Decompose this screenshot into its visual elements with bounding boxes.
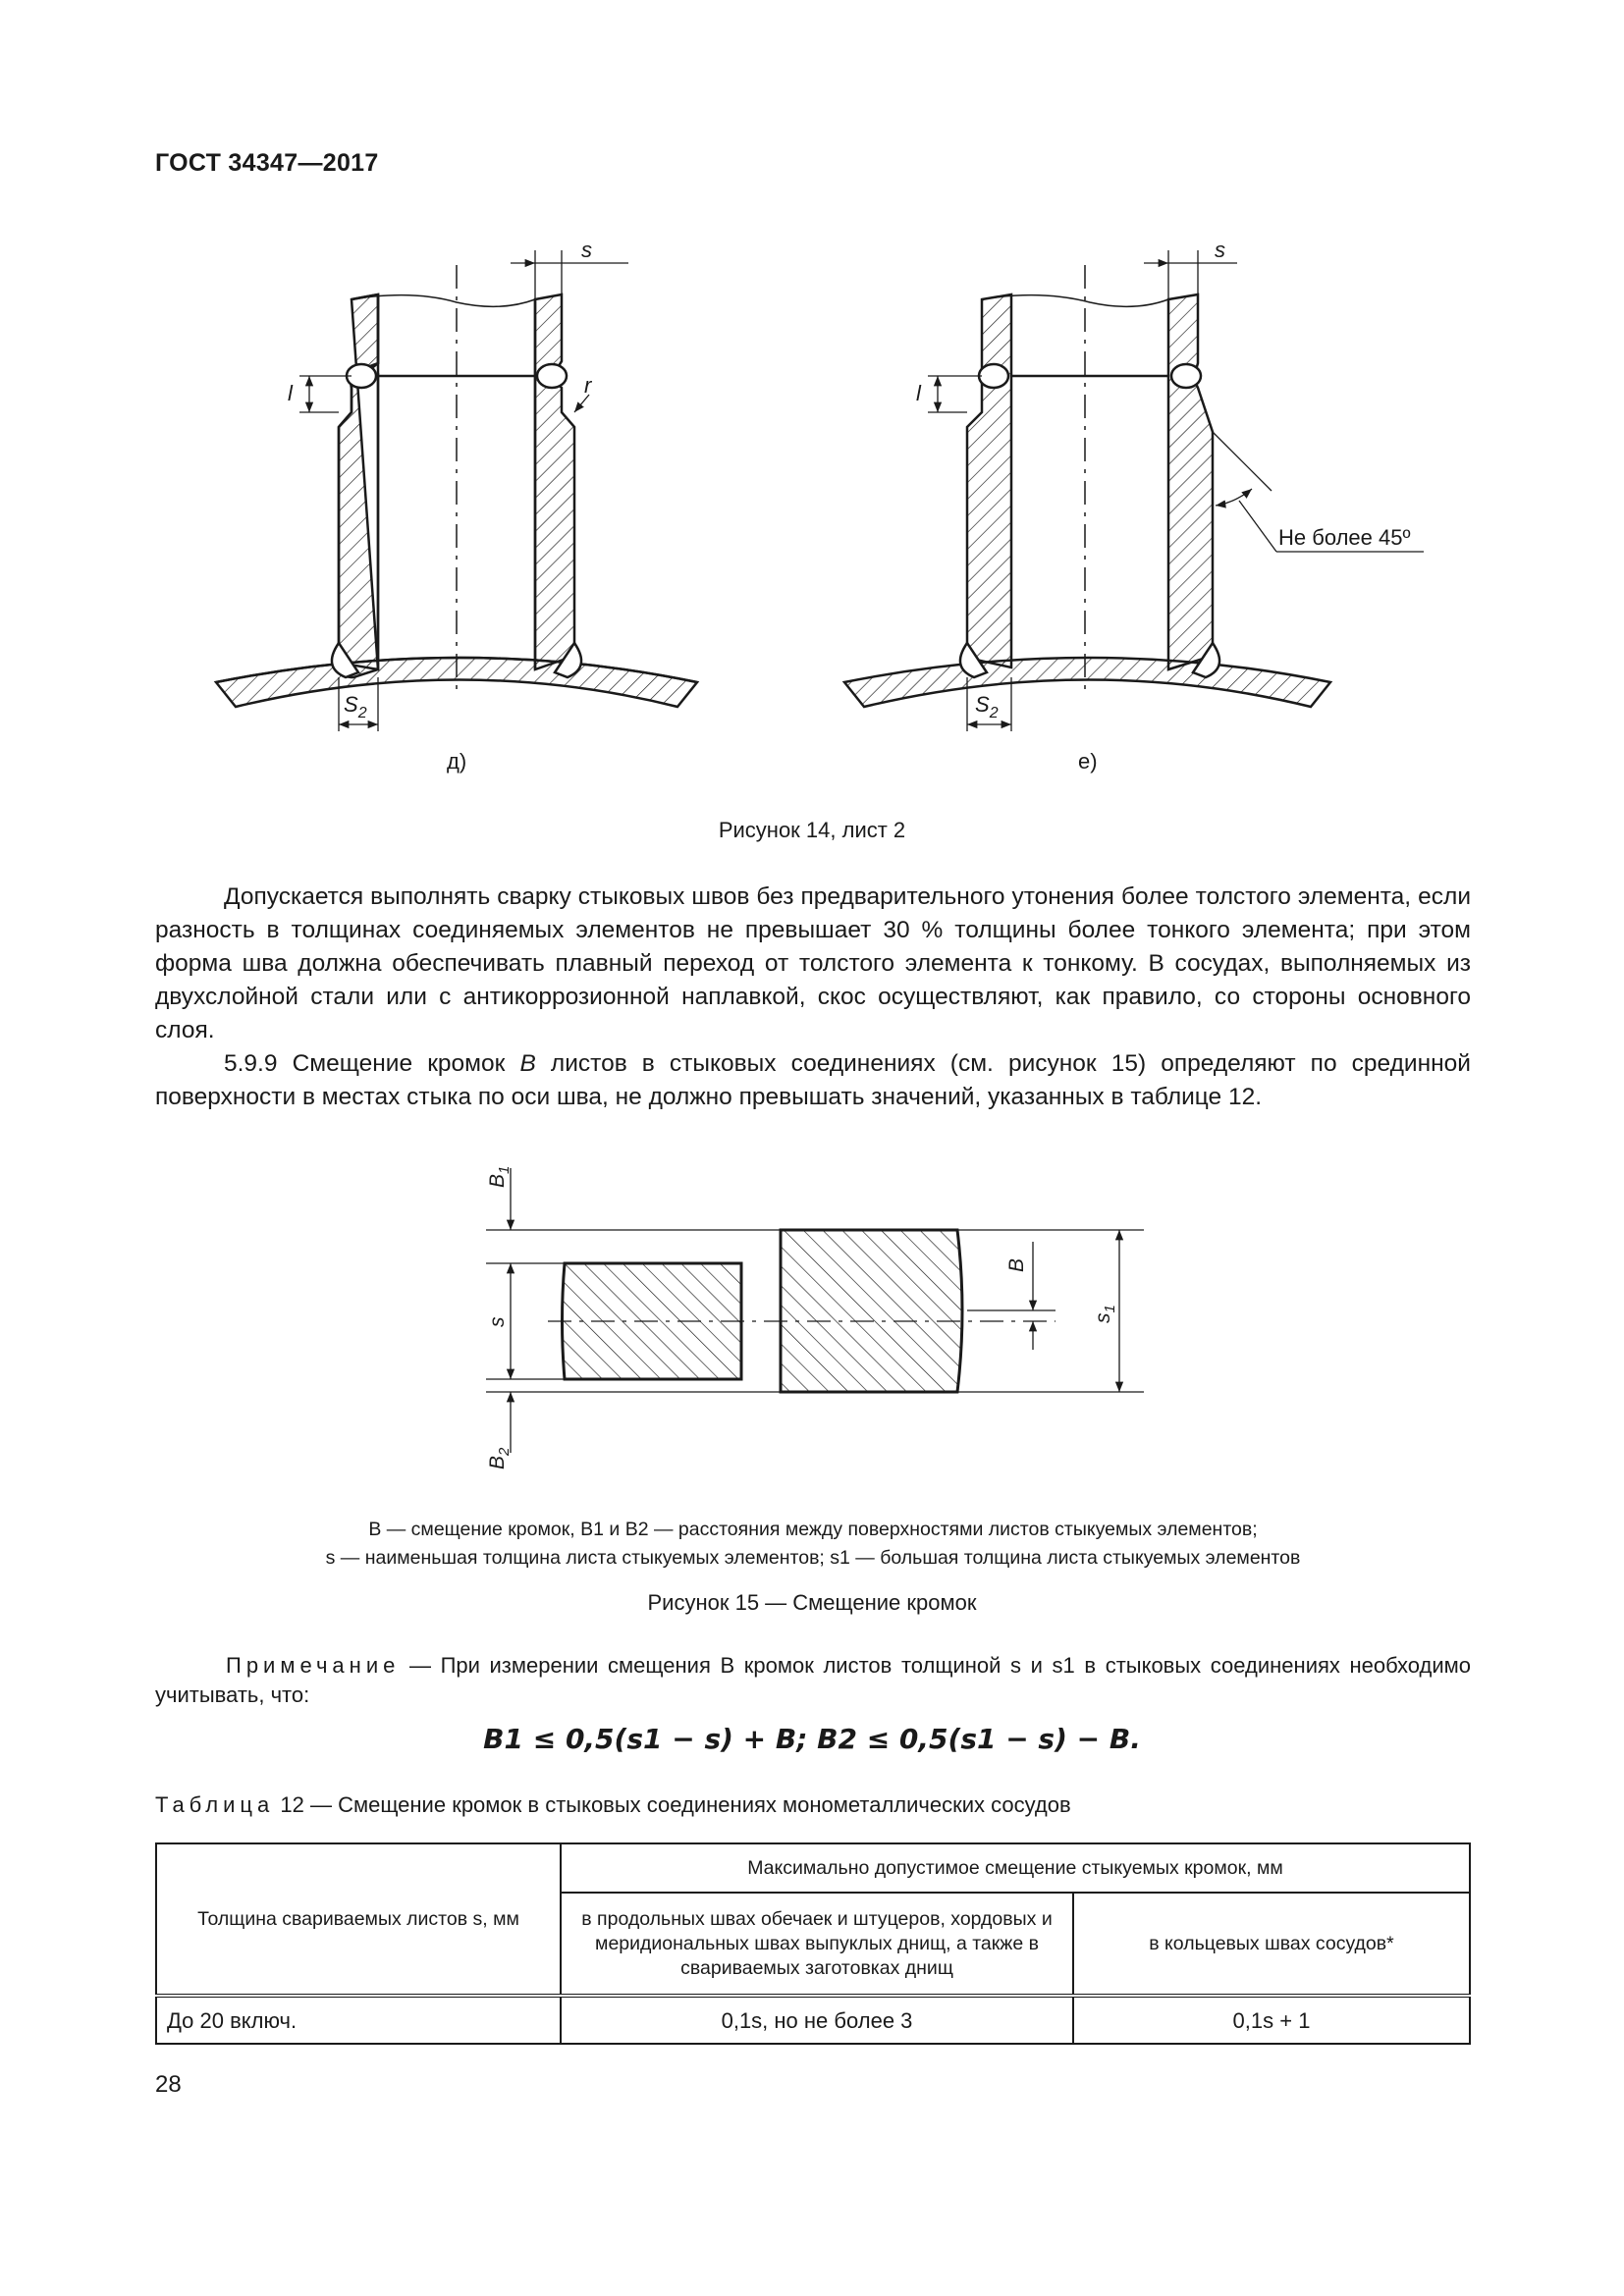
figure-14-caption: Рисунок 14, лист 2 [718,818,906,842]
paragraph-1: Допускается выполнять сварку стыковых швов без предварительного утонения более толстого элемента, если разность в толщинах соединяемых элементов не превышает 30 % толщины более тонкого элемента; при этом форма шва должна обеспечивать плавный переход от толстого элемента к тонкому. В сосудах, выполняемых из двухслойной стали или с антикоррозионной наплавкой, скос осуществляют, как правило, со стороны основного слоя. [155,883,1471,1043]
label-s1: $s_1$ [1092,1305,1118,1323]
label-B: B [1005,1257,1028,1272]
dim-l-label-d: l [288,381,293,405]
dim-s-label-e: s [1215,238,1225,262]
figure-14-drawing [196,226,1434,775]
cell-long: 0,1s, но не более 3 [561,1996,1073,2044]
figure-15-legend [155,1516,1471,1573]
dim-l-label-e: l [916,381,921,405]
col-thickness-header: Толщина свариваемых листов s, мм [156,1843,561,1996]
paragraph-2: 5.9.9 Смещение кромок B листов в стыковых соединениях (см. рисунок 15) определяют по срединной поверхности в местах стыка по оси шва, не должно превышать значений, указанных в таблице 12. [155,1050,1471,1110]
drawing-e [844,294,1330,707]
body-text [155,881,1471,1114]
col-group-header: Максимально допустимое смещение стыкуемых кромок, мм [561,1843,1470,1893]
legend-line-1: B — смещение кромок, B1 и B2 — расстояния между поверхностями листов стыкуемых элементов; [368,1519,1258,1540]
note-text: — При измерении смещения B кромок листов толщиной s и s1 в стыковых соединениях необходимо учитывать, что: [155,1653,1471,1707]
legend-line-2: s — наименьшая толщина листа стыкуемых элементов; s1 — большая толщина листа стыкуемых элементов [325,1547,1301,1569]
col-long-header: в продольных швах обечаек и штуцеров, хордовых и меридиональных швах выпуклых днищ, а также в свариваемых заготовках днищ [561,1893,1073,1996]
figure-15-drawing [461,1144,1168,1482]
angle-note: Не более 45º [1278,525,1411,550]
label-B2: $B_2$ [486,1447,513,1469]
dim-s2-label-e: $S_2$ [975,692,999,721]
note [155,1651,1471,1710]
note-label: Примечание [226,1653,401,1678]
page-number: 28 [155,2071,182,2098]
table-label: Таблица [155,1792,275,1817]
label-B1: $B_1$ [486,1165,513,1188]
cell-circ: 0,1s + 1 [1073,1996,1470,2044]
table-row [156,1996,1470,2044]
table-12-caption: Таблица 12 — Смещение кромок в стыковых соединениях монометаллических сосудов [155,1792,1071,1817]
table-12 [155,1842,1471,2045]
label-d: д) [447,749,467,774]
document-header: ГОСТ 34347—2017 [155,149,379,177]
label-s: s [486,1316,509,1327]
col-circ-header: в кольцевых швах сосудов* [1073,1893,1470,1996]
dim-r-label-d: r [584,373,592,398]
dim-s-label-d: s [581,238,592,262]
dim-s2-label-d: $S_2$ [344,692,367,721]
cell-thickness: До 20 включ. [156,1996,561,2044]
formula: B1 ≤ 0,5(s1 − s) + B; B2 ≤ 0,5(s1 − s) − B. [483,1723,1141,1755]
figure-15-caption: Рисунок 15 — Смещение кромок [647,1590,977,1615]
label-e: е) [1078,749,1098,774]
